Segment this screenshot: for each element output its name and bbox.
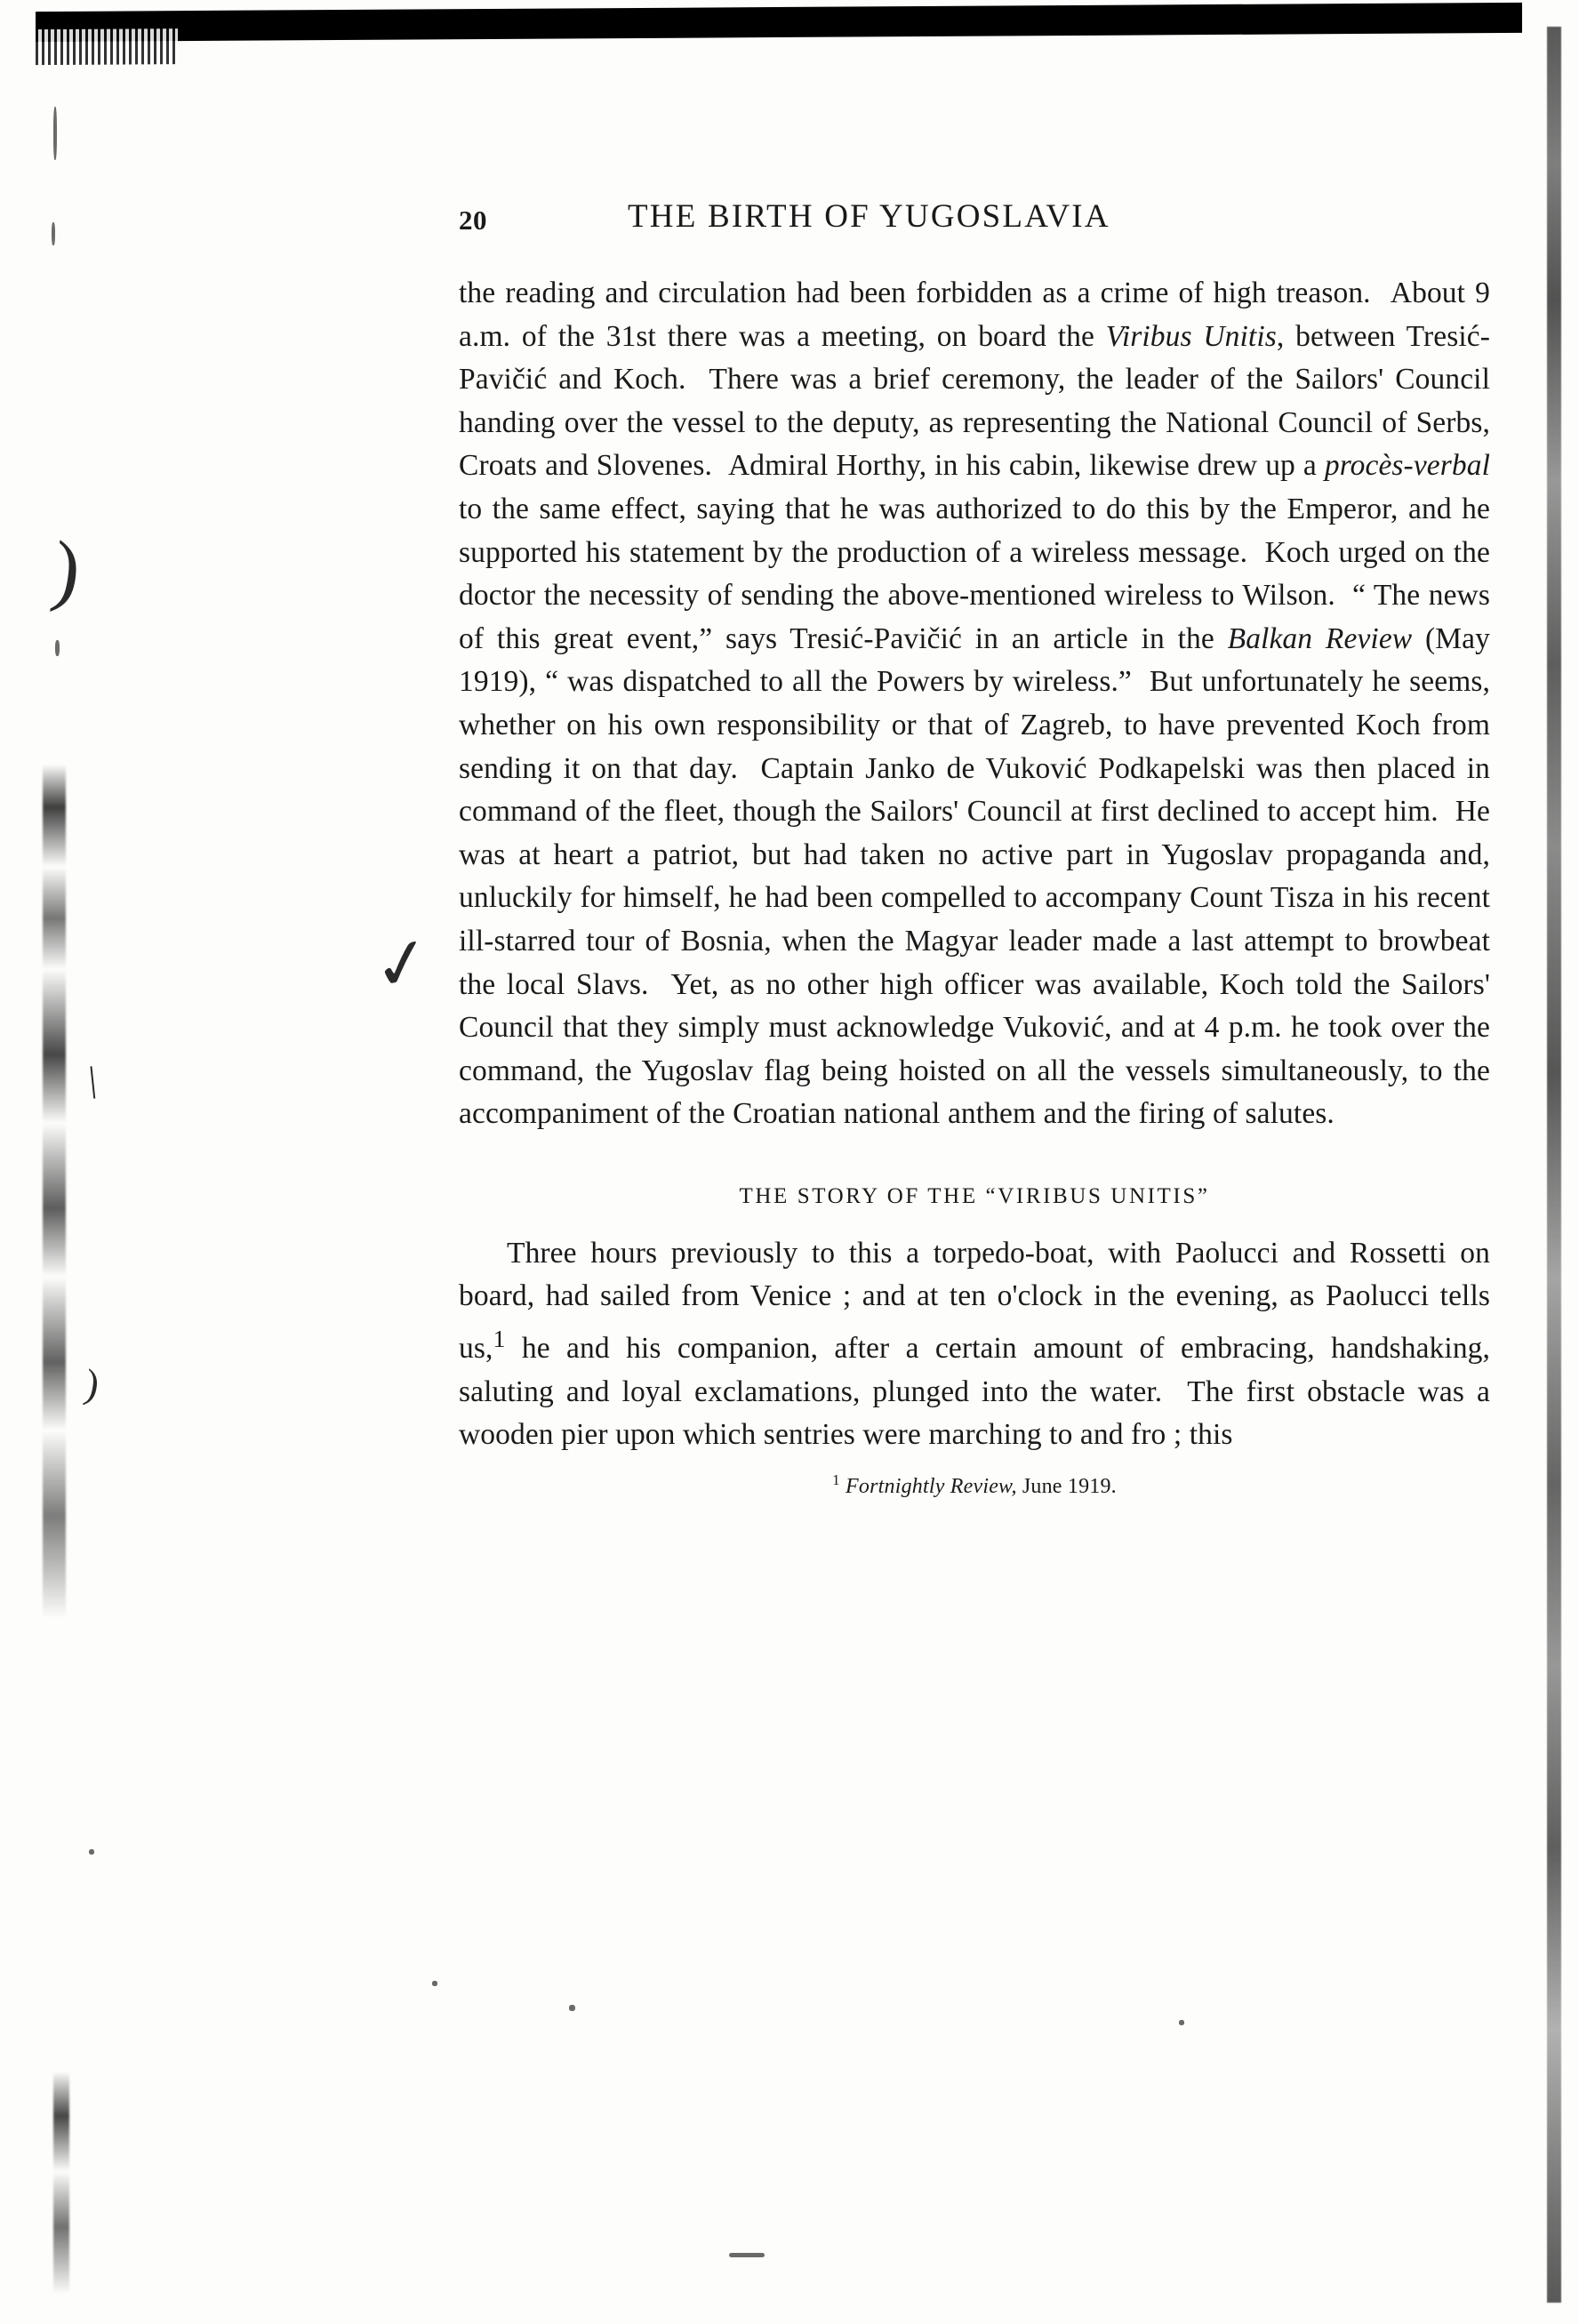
paragraph-main: the reading and circulation had been forbidden as a crime of high treason. About 9 a.m. of the 31st there was a meeting, on board the Viribus Unitis, between Tresić-Pavičić and Koch. There was a brief ceremony, the leader of the Sailors' Council handing over the vessel to the deputy, as representing the National Council of Serbs, Croats and Slovenes. Admiral Horthy, in his cabin, likewise drew up a procès-verbal to the same effect, saying that he was authorized to do this by the Emperor, and he supported his statement by the production of a wireless message. Koch urged on the doctor the necessity of sending the above-mentioned wireless to Wilson. “ The news of this great event,” says Tresić-Pavičić in an article in the Balkan Review (May 1919), “ was dispatched to all the Powers by wireless.” But unfortunately he seems, whether on his own responsibility or that of Zagreb, to have prevented Koch from sending it on that day. Captain Janko de Vuković Podkapelski was then placed in command of the fleet, though the Sailors' Council at first declined to accept him. He was at heart a patriot, but had taken no active part in Yugoslav propaganda and, unluckily for himself, he had been compelled to accompany Count Tisza in his recent ill-starred tour of Bosnia, when the Magyar leader made a last attempt to browbeat the local Slavs. Yet, as no other high officer was available, Koch told the Sailors' Council that they simply must acknowledge Vuković, and at 4 p.m. he took over the command, the Yugoslav flag being hoisted on all the vessels simultaneously, to the accompaniment of the Croatian national anthem and the firing of salutes. (459, 276, 1491, 1131)
marginal-tick-icon: | (86, 1058, 99, 1100)
scan-smudge-left-lower (53, 2072, 69, 2294)
page-number: 20 (459, 204, 487, 236)
scan-speck (1179, 2020, 1184, 2025)
marginal-pen-stroke-icon: ) (47, 525, 86, 616)
procesverbal-italic: procès-verbal (1324, 449, 1490, 483)
scan-speck (569, 2005, 575, 2011)
page-content (459, 197, 1490, 1499)
section-heading: THE STORY OF THE “VIRIBUS UNITIS” (739, 1183, 1210, 1208)
footnote-marker: 1 (493, 1326, 506, 1354)
scan-speck (432, 1981, 437, 1986)
marginal-check-icon: ✓ (366, 920, 438, 1008)
scan-edge-artifact-right (1547, 27, 1561, 2303)
book-title-header: THE BIRTH OF YUGOSLAVIA (628, 198, 1110, 235)
marginal-stroke-icon: ) (81, 1360, 103, 1407)
footnote (459, 1471, 1490, 1499)
paragraph-second: Three hours previously to this a torpedo-boat, with Paolucci and Rossetti on board, had sailed from Venice ; and at ten o'clock in the evening, as Paolucci tells us,$^1$ he and his companion, after a certain amount of embracing, handshaking, saluting and loyal exclamations, plunged into the water. The first obstacle was a wooden pier upon which sentries were marching to and fro ; this (459, 1236, 1490, 1452)
scan-edge-artifact-top (36, 3, 1522, 42)
scan-speck (55, 640, 60, 656)
balkan-review-italic: Balkan Review (1227, 621, 1413, 655)
scan-speck (89, 1849, 94, 1855)
scan-speck (53, 107, 57, 160)
running-head (459, 197, 1490, 252)
footnote-date: June 1919. (1016, 1475, 1117, 1498)
footnote-number: 1 (832, 1471, 840, 1488)
scan-smudge-left (43, 765, 66, 1618)
scan-speck (729, 2253, 765, 2257)
ship-name-italic: Viribus Unitis (1105, 319, 1277, 353)
scan-speck (52, 222, 55, 245)
footnote-source-italic: Fortnightly Review, (846, 1475, 1017, 1498)
